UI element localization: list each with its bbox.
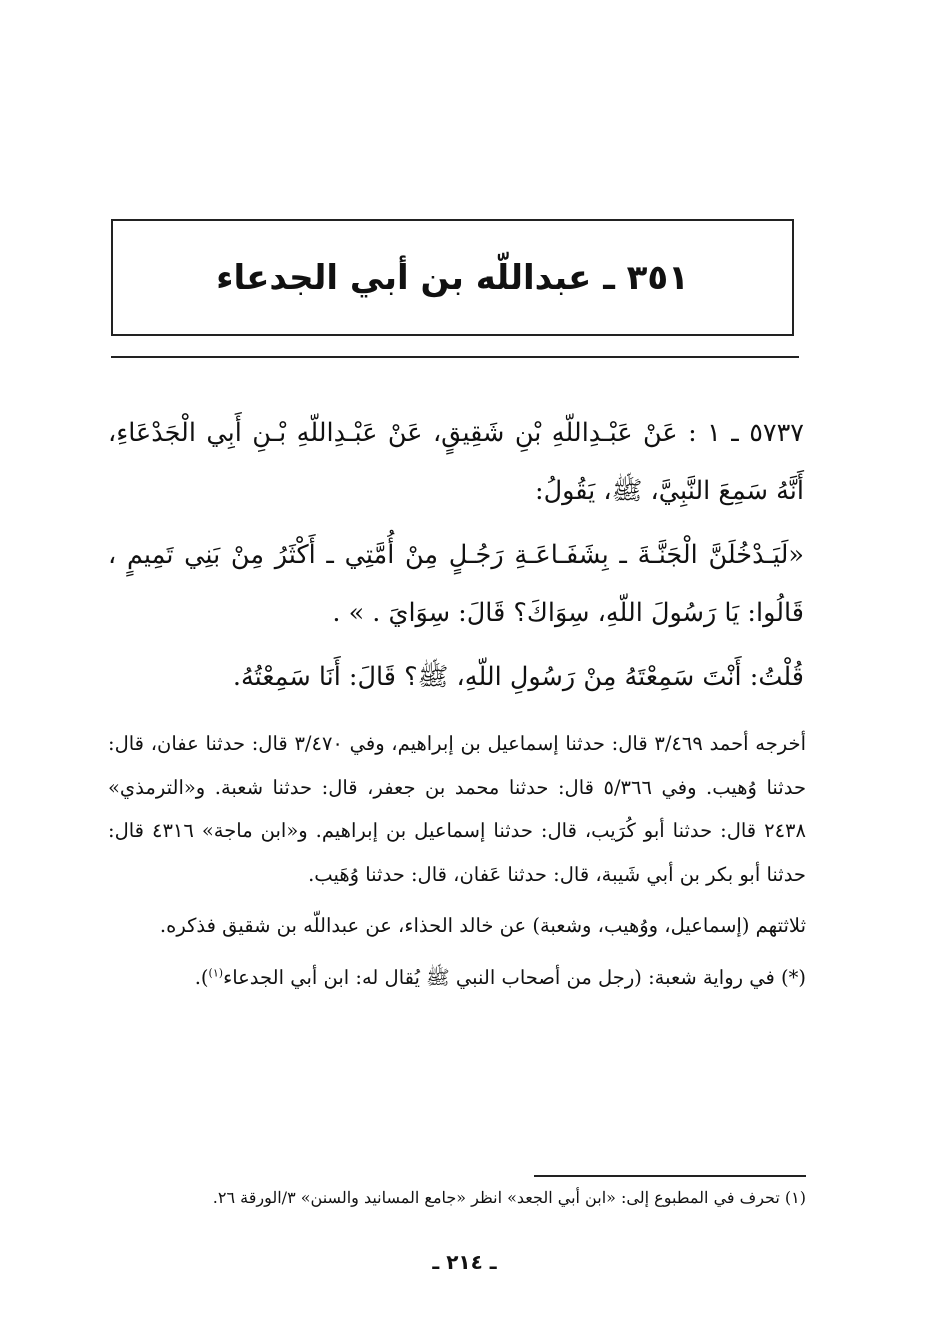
hadith-isnad: ٥٧٣٧ ـ ١ : عَنْ عَبْـدِاللّهِ بْنِ شَقِيقٍ، عَنْ عَبْـدِاللّهِ بْـنِ أَبِي الْجَدْعَاءِ، أَنَّهُ سَمِعَ النَّبِيَّ، ﷺ، يَقُولُ:	[108, 418, 804, 506]
section-title: ٣٥١ ـ عبداللّه بن أبي الجدعاء	[216, 257, 689, 298]
page-number: ـ ٢١٤ ـ	[432, 1250, 497, 1274]
footnote-reference: (١)	[208, 966, 224, 979]
footnote-divider	[534, 1175, 806, 1177]
commentary	[108, 722, 806, 1007]
hadith-text	[108, 404, 804, 712]
title-divider	[111, 356, 799, 358]
note-paragraph	[108, 956, 806, 1000]
note-text-end: ).	[194, 965, 209, 989]
section-title-box	[111, 219, 794, 336]
hadith-followup: قُلْتُ: أَنْتَ سَمِعْتَهُ مِنْ رَسُولِ اللّهِ، ﷺ؟ قَالَ: أَنَا سَمِعْتُهُ.	[232, 662, 804, 692]
hadith-matn: «لَيَـدْخُلَنَّ الْجَنَّـةَ ـ بِشَفَـاعَـةِ رَجُـلٍ مِنْ أُمَّتِي ـ أَكْثَرُ مِنْ بَنِي تَمِيمٍ ، قَالُوا: يَا رَسُولَ اللّهِ، سِوَاكَ؟ قَالَ: سِوَايَ . » .	[108, 540, 804, 628]
note-text: (*) في رواية شعبة: (رجل من أصحاب النبي ﷺ يُقال له: ابن أبي الجدعاء	[223, 965, 806, 989]
chain-paragraph: ثلاثتهم (إسماعيل، ووُهيب، وشعبة) عن خالد الحذاء، عن عبداللّه بن شقيق فذكره.	[159, 914, 806, 937]
footnote: (١) تحرف في المطبوع إلى: «ابن أبي الجعد» انظر «جامع المسانيد والسنن» ٣/الورقة ٢٦.	[212, 1188, 806, 1207]
takhrij-paragraph: أخرجه أحمد ٣/٤٦٩ قال: حدثنا إسماعيل بن إبراهيم، وفي ٣/٤٧٠ قال: حدثنا عفان، قال: حدثنا وُهيب. وفي ٥/٣٦٦ قال: حدثنا محمد بن جعفر، قال: حدثنا شعبة. و«الترمذي» ٢٤٣٨ قال: حدثنا أبو كُرَيب، قال: حدثنا إسماعيل بن إبراهيم. و«ابن ماجة» ٤٣١٦ قال: حدثنا أبو بكر بن أبي شَيبة، قال: حدثنا عَفان، قال: حدثنا وُهَيب.	[108, 732, 807, 886]
